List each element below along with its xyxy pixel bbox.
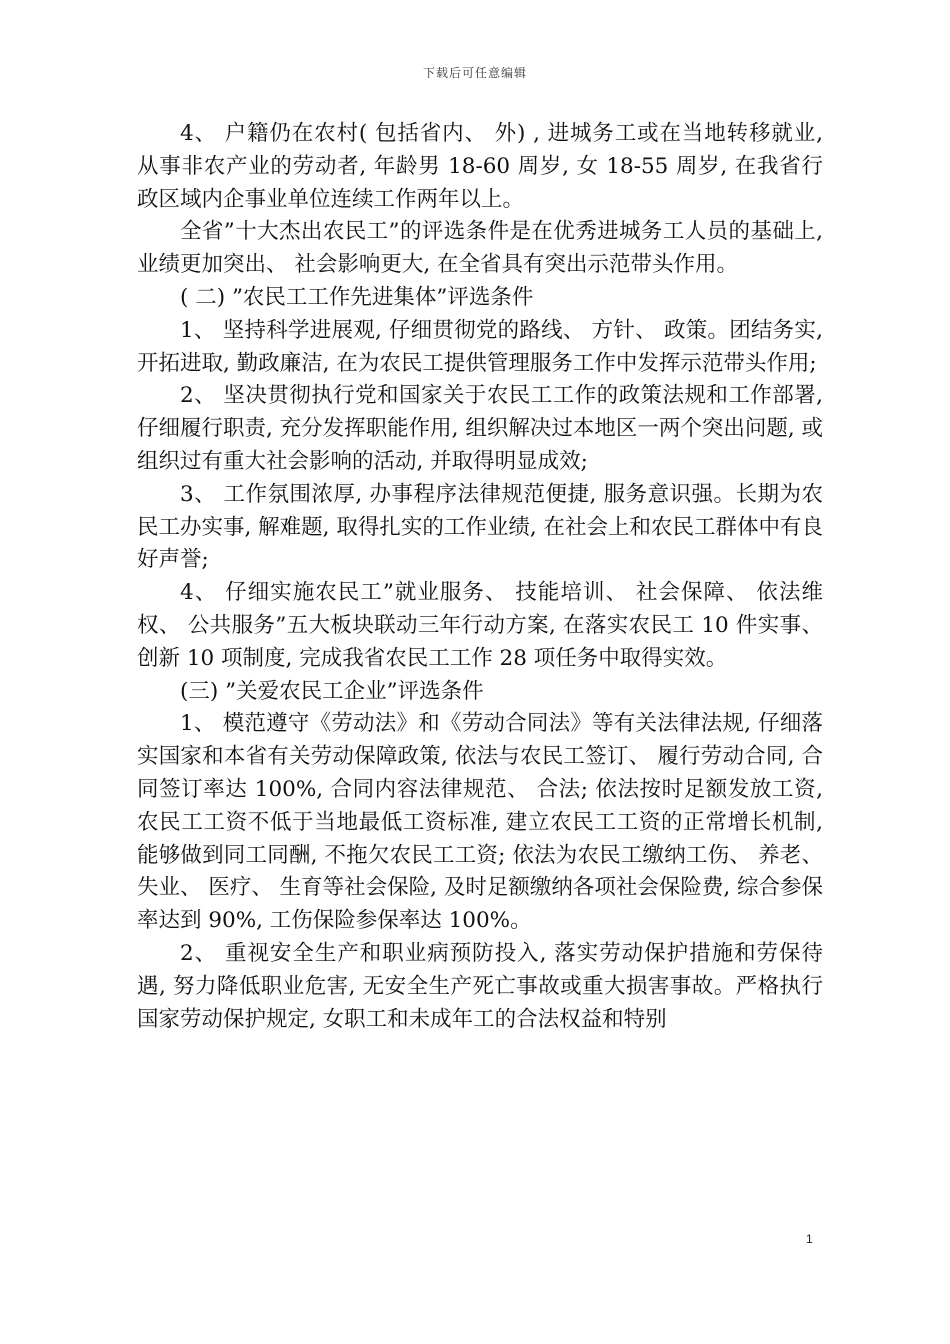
paragraph-5: 2、 坚决贯彻执行党和国家关于农民工工作的政策法规和工作部署, 仔细履行职责, 充分发挥职能作用, 组织解决过本地区一两个突出问题, 或组织过有重大社会影响的活动, 并取得明显成效;: [137, 383, 824, 474]
paragraph-10: 2、 重视安全生产和职业病预防投入, 落实劳动保护措施和劳保待遇, 努力降低职业危害, 无安全生产死亡事故或重大损害事故。严格执行国家劳动保护规定, 女职工和未成年工的合法权益和特别: [137, 940, 823, 1032]
document-body: [137, 118, 823, 1036]
section-heading-2: ( 二) ”农民工工作先进集体”评选条件: [180, 284, 534, 310]
page-header: 下载后可任意编辑: [422, 66, 527, 80]
paragraph-9: 1、 模范遵守《劳动法》和《劳动合同法》等有关法律法规, 仔细落实国家和本省有关劳动保障政策, 依法与农民工签订、 履行劳动合同, 合同签订率达 100%, 合同内容法律规范、 合法; 依法按时足额发放工资, 农民工工资不低于当地最低工资标准, 建立农民工工资的正常增长机制, 能够做到同工同酬, 不拖欠农民工工资; 依法为农民工缴纳工伤、 养老、 失业、 医疗、 生育等社会保险, 及时足额缴纳各项社会保险费, 综合参保率达到 90%, 工伤保险参保率达 100%。: [137, 711, 824, 934]
paragraph-4: 1、 坚持科学进展观, 仔细贯彻党的路线、 方针、 政策。团结务实, 开拓进取, 勤政廉洁, 在为农民工提供管理服务工作中发挥示范带头作用;: [137, 317, 823, 376]
section-heading-3: (三) ”关爱农民工企业”评选条件: [180, 678, 484, 704]
paragraph-2: 全省”十大杰出农民工”的评选条件是在优秀进城务工人员的基础上, 业绩更加突出、 社会影响更大, 在全省具有突出示范带头作用。: [137, 219, 823, 278]
page-number: 1: [806, 1232, 813, 1246]
paragraph-1: 4、 户籍仍在农村( 包括省内、 外) , 进城务工或在当地转移就业, 从事非农产业的劳动者, 年龄男 18-60 周岁, 女 18-55 周岁, 在我省行政区域内企事业单位连续工作两年以上。: [137, 121, 823, 212]
paragraph-6: 3、 工作氛围浓厚, 办事程序法律规范便捷, 服务意识强。长期为农民工办实事, 解难题, 取得扎实的工作业绩, 在社会上和农民工群体中有良好声誉;: [137, 481, 824, 573]
paragraph-7: 4、 仔细实施农民工”就业服务、 技能培训、 社会保障、 依法维权、 公共服务”五大板块联动三年行动方案, 在落实农民工 10 件实事、 创新 10 项制度, 完成我省农民工工作 28 项任务中取得实效。: [137, 580, 823, 671]
